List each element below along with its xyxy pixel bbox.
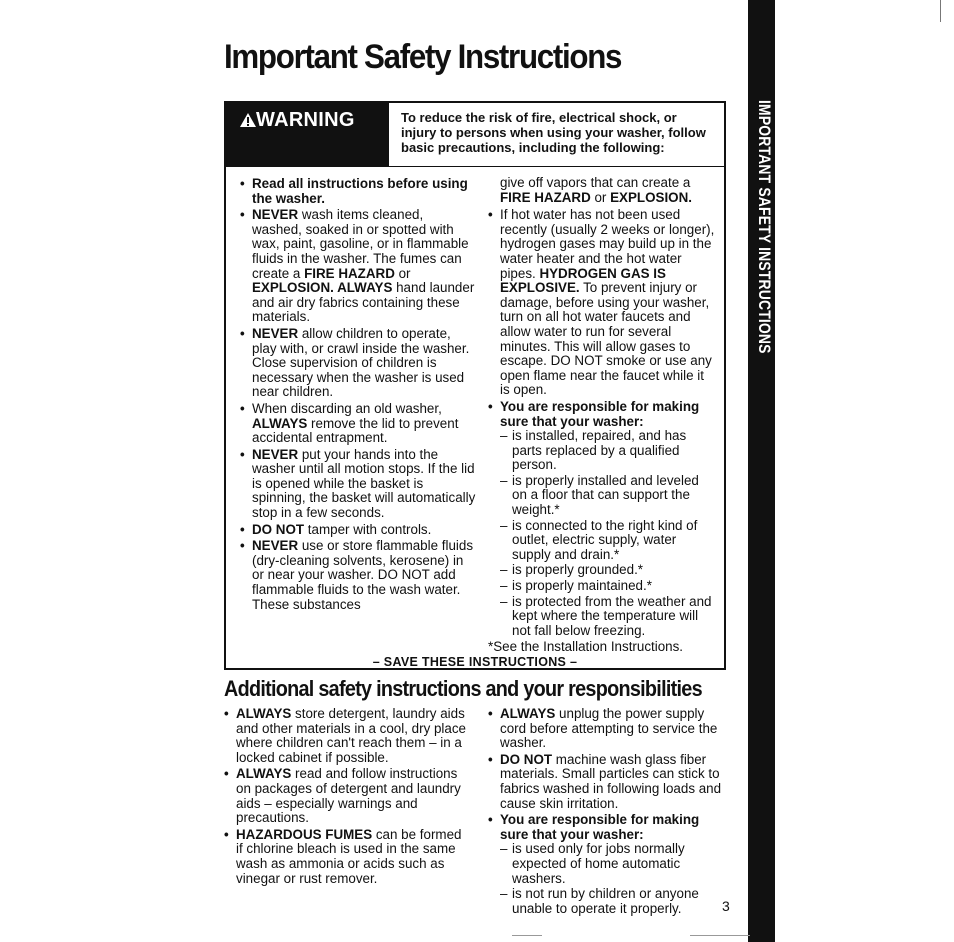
edge-mark	[940, 0, 941, 22]
page-number: 3	[722, 898, 730, 914]
warning-divider	[226, 166, 724, 167]
list-item: • DO NOT tamper with controls.	[240, 523, 476, 538]
list-item: • NEVER use or store flammable fluids (dry-cleaning solvents, kerosene) in or near your washer. DO NOT add flammable fluids to the wash water. These substances	[240, 539, 476, 612]
sub-item: – is not run by children or anyone unable to operate it properly.	[500, 887, 728, 916]
warning-label: WARNING	[240, 109, 355, 132]
warning-triangle-icon	[240, 113, 256, 127]
section-title: Additional safety instructions and your responsibilities	[224, 676, 702, 701]
bottom-rule	[512, 935, 542, 936]
sub-item: – is protected from the weather and kept where the temperature will not fall below freezing.	[500, 595, 716, 639]
responsibility-list	[500, 842, 728, 916]
list-item: • If hot water has not been used recently (usually 2 weeks or longer), hydrogen gases may build up in the water heater and the hot water pipes. HYDROGEN GAS IS EXPLOSIVE. To prevent injury or damage, before using your washer, turn on all hot water faucets and allow water to run for several minutes. This will allow gases to escape. DO NOT smoke or use any open flame near the faucet while it is open.	[488, 208, 716, 398]
warning-left-column	[240, 177, 476, 614]
save-instructions: – SAVE THESE INSTRUCTIONS –	[372, 655, 578, 669]
sub-item: – is properly installed and leveled on a floor that can support the weight.*	[500, 474, 716, 518]
sub-item: – is properly grounded.*	[500, 563, 716, 578]
sub-item: – is used only for jobs normally expected of home automatic washers.	[500, 842, 728, 886]
list-item: • NEVER put your hands into the washer until all motion stops. If the lid is opened while the basket is spinning, the basket will automatically stop in a few seconds.	[240, 448, 476, 521]
list-item: • NEVER allow children to operate, play with, or crawl inside the washer. Close supervision of children is necessary when the washer is used near children.	[240, 327, 476, 400]
list-item: • DO NOT machine wash glass fiber materials. Small particles can stick to fabrics washed in following loads and cause skin irritation.	[488, 753, 728, 811]
warning-right-column	[488, 176, 716, 655]
sub-item: – is installed, repaired, and has parts replaced by a qualified person.	[500, 429, 716, 473]
list-item: • You are responsible for making sure that your washer: – is installed, repaired, and has parts replaced by a qualified person. – is properly installed and leveled on a floor that can support the weight.* – is connected to the right kind of outlet, electric supply, water supply and drain.* – is properly grounded.* – is properly maintained.* – is protected from the weather and kept where the temperature will not fall below freezing.	[488, 400, 716, 639]
list-item: • ALWAYS unplug the power supply cord before attempting to service the washer.	[488, 707, 728, 751]
list-item: • ALWAYS read and follow instructions on packages of detergent and laundry aids – especially warnings and precautions.	[224, 767, 470, 825]
footnote: *See the Installation Instructions.	[488, 639, 684, 655]
warning-separator	[388, 103, 389, 166]
list-item: • Read all instructions before using the washer.	[240, 177, 476, 206]
warning-intro: To reduce the risk of fire, electrical shock, or injury to persons when using your washer, follow basic precautions, including the following:	[401, 110, 706, 155]
side-tab-label: IMPORTANT SAFETY INSTRUCTIONS	[755, 100, 774, 354]
list-item: • When discarding an old washer, ALWAYS remove the lid to prevent accidental entrapment.	[240, 402, 476, 446]
additional-left-column	[224, 707, 470, 888]
additional-right-column	[488, 707, 728, 918]
list-item: • ALWAYS store detergent, laundry aids and other materials in a cool, dry place where children can't reach them – in a locked cabinet if possible.	[224, 707, 470, 765]
responsibility-list	[500, 429, 716, 638]
bottom-rule	[690, 935, 750, 936]
page-title: Important Safety Instructions	[224, 38, 622, 76]
sub-item: – is properly maintained.*	[500, 579, 716, 594]
sub-item: – is connected to the right kind of outlet, electric supply, water supply and drain.*	[500, 519, 716, 563]
list-item: • You are responsible for making sure that your washer: – is used only for jobs normally expected of home automatic washers. – is not run by children or anyone unable to operate it properly.	[488, 813, 728, 916]
continuation-text: give off vapors that can create a FIRE HAZARD or EXPLOSION.	[500, 175, 692, 205]
list-item: • HAZARDOUS FUMES can be formed if chlorine bleach is used in the same wash as ammonia or acids such as vinegar or rust remover.	[224, 828, 470, 886]
warning-label-block	[226, 103, 388, 166]
list-item: • NEVER wash items cleaned, washed, soaked in or spotted with wax, paint, gasoline, or in flammable fluids in the washer. The fumes can create a FIRE HAZARD or EXPLOSION. ALWAYS hand launder and air dry fabrics containing these materials.	[240, 208, 476, 325]
